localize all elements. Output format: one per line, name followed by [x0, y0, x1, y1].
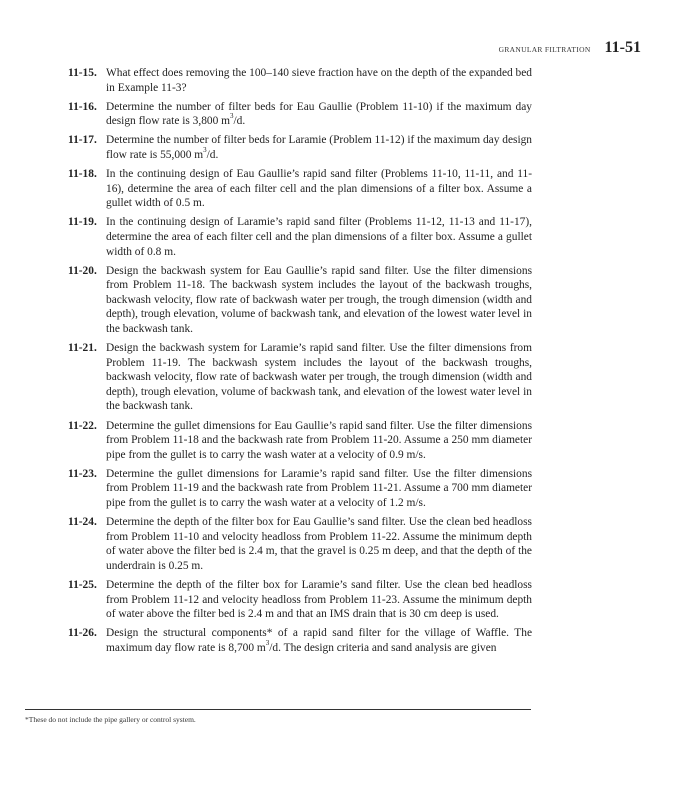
- problem-item: [68, 467, 532, 511]
- problem-number: 11-22.: [68, 419, 97, 432]
- superscript: 3: [265, 639, 270, 648]
- problem-number: 11-16.: [68, 100, 97, 113]
- superscript: 3: [203, 146, 207, 155]
- text-segment: /d. The design criteria and sand analysis are given: [269, 641, 497, 654]
- text-segment: Determine the number of filter beds for Eau Gaullie (Problem 11-10) if the maximum day design flow rate is 3,800 m: [106, 100, 532, 128]
- problem-text: [106, 215, 532, 259]
- problem-text: [106, 419, 532, 463]
- problem-text: [106, 341, 532, 414]
- problem-text: [106, 167, 532, 211]
- running-head: [499, 39, 641, 57]
- running-head-section-title: GRANULAR FILTRATION: [498, 45, 591, 54]
- problem-number: 11-19.: [68, 216, 97, 229]
- text-segment: /d.: [206, 148, 219, 161]
- text-segment: Design the structural components* of a rapid sand filter for the village of Waffle. The maximum day flow rate is 8,700 m: [106, 627, 532, 654]
- problem-number: 11-26.: [68, 627, 97, 640]
- problem-text: [106, 467, 532, 511]
- problem-text: [106, 133, 532, 162]
- problem-number: 11-20.: [68, 264, 97, 277]
- problem-list: [68, 66, 532, 660]
- problem-item: [68, 626, 532, 655]
- problem-item: [68, 167, 532, 211]
- footnote-divider: [25, 709, 531, 710]
- problem-item: [68, 578, 532, 622]
- problem-number: 11-24.: [68, 516, 97, 529]
- text-segment: /d.: [233, 115, 246, 128]
- text-segment: Determine the number of filter beds for Laramie (Problem 11-12) if the maximum day design flow rate is 55,000 m: [106, 134, 532, 161]
- footnote: *These do not include the pipe gallery or control system.: [25, 715, 196, 724]
- problem-item: [68, 215, 532, 259]
- problem-text: [106, 100, 532, 129]
- problem-item: [68, 419, 532, 463]
- problem-item: [68, 264, 532, 337]
- problem-number: 11-23.: [68, 467, 97, 480]
- problem-text: [106, 626, 532, 655]
- page-number: 11-51: [604, 39, 641, 56]
- problem-item: [68, 515, 532, 573]
- text-segment: Determine the depth of the filter box for Laramie’s sand filter. Use the clean bed headloss from Problem 11-12 and velocity headloss from Problem 11-23. Assume the minimum depth of water above the filter bed is 2.4 m and that an IMS drain that is 30 cm deep is used.: [106, 579, 532, 621]
- problem-number: 11-18.: [68, 168, 97, 181]
- text-segment: Design the backwash system for Eau Gaullie’s rapid sand filter. Use the filter dimensions from Problem 11-18. The backwash system includes the layout of the backwash troughs, backwash velocity, flow rate of backwash water per trough, the trough dimension (width and depth), trough elevation, volume of backwash tank, and elevation of the lowest water level in the backwash tank.: [106, 264, 532, 335]
- problem-number: 11-15.: [68, 67, 97, 79]
- problem-item: [68, 66, 532, 95]
- text-segment: Determine the gullet dimensions for Eau Gaullie’s rapid sand filter. Use the filter dimensions from Problem 11-18 and the backwash rate from Problem 11-20. Assume a 250 mm diameter pipe from the gullet is to carry the wash water at a velocity of 0.9 m/s.: [106, 419, 532, 461]
- text-segment: Determine the depth of the filter box for Eau Gaullie’s sand filter. Use the clean bed headloss from Problem 11-10 and velocity headloss from Problem 11-22. Assume the minimum depth of water above the filter bed is 2.4 m, that the gravel is 0.25 m deep, and that the depth of the underdrain is 0.25 m.: [106, 516, 532, 572]
- problem-text: [106, 578, 532, 622]
- problem-number: 11-25.: [68, 579, 97, 591]
- problem-number: 11-17.: [68, 134, 97, 147]
- superscript: 3: [230, 112, 234, 121]
- text-segment: Design the backwash system for Laramie’s rapid sand filter. Use the filter dimensions from Problem 11-19. The backwash system includes the layout of the backwash troughs, backwash velocity, flow rate of backwash water per trough, the trough dimension (width and depth), trough elevation, volume of backwash tank, and elevation of the lowest water level in the backwash tank.: [106, 342, 532, 413]
- text-segment: Determine the gullet dimensions for Laramie’s rapid sand filter. Use the filter dimensions from Problem 11-19 and the backwash rate from Problem 11-21. Assume a 700 mm diameter pipe from the gullet is to carry the wash water at a velocity of 1.2 m/s.: [106, 467, 532, 510]
- text-segment: In the continuing design of Eau Gaullie’s rapid sand filter (Problems 11-10, 11-11, and 11-16), determine the area of each filter cell and the plan dimensions of a filter box. Assume a gullet width of 0.5 m.: [106, 168, 532, 210]
- text-segment: What effect does removing the 100–140 sieve fraction have on the depth of the expanded bed in Example 11-3?: [106, 67, 532, 94]
- problem-text: [106, 515, 532, 573]
- problem-item: [68, 133, 532, 162]
- problem-item: [68, 100, 532, 129]
- problem-item: [68, 341, 532, 414]
- problem-text: [106, 66, 532, 95]
- text-segment: In the continuing design of Laramie’s rapid sand filter (Problems 11-12, 11-13 and 11-17), determine the area of each filter cell and the plan dimensions of a filter box. Assume a gullet width of 0.8 m.: [106, 216, 532, 258]
- problem-text: [106, 264, 532, 337]
- problem-number: 11-21.: [68, 342, 97, 355]
